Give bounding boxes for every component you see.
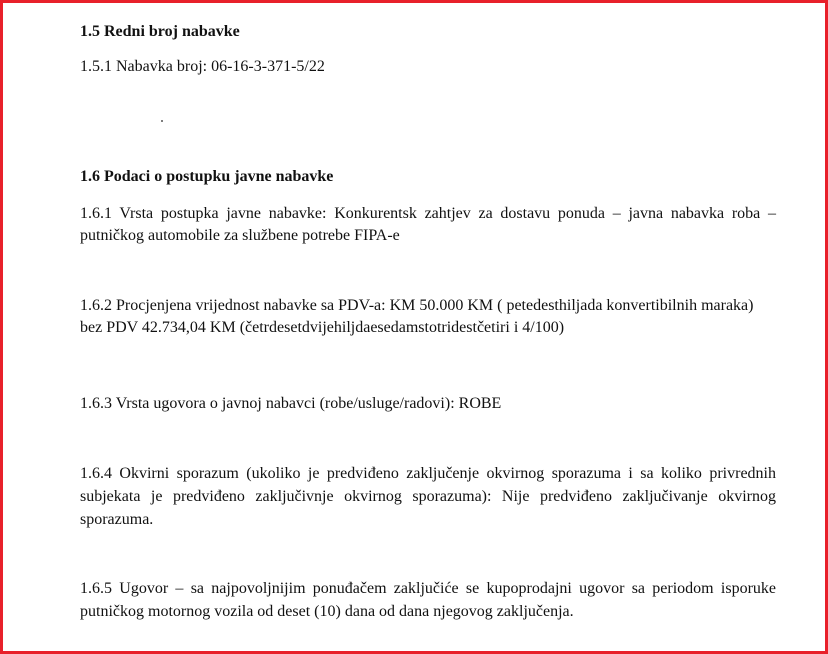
contract-line-1: 1.6.5 Ugovor – sa najpovoljnijim ponuđačem zaključiće se kupoprodajni ugovor sa periodom isporuke bbox=[80, 580, 776, 597]
procedure-type-line-2: putničkog automobile za službene potrebe FIPA-e bbox=[80, 227, 400, 244]
section-heading-1-5: 1.5 Redni broj nabavke bbox=[80, 23, 240, 40]
contract-line-2: putničkog motornog vozila od deset (10) dana od dana njegovog zaključenja. bbox=[80, 603, 574, 620]
procurement-number-line: 1.5.1 Nabavka broj: 06-16-3-371-5/22 bbox=[80, 58, 325, 75]
estimated-value-line-2: bez PDV 42.734,04 KM (četrdesetdvijehiljdaesedamstotridestčetiri i 4/100) bbox=[80, 319, 565, 336]
section-heading-1-6: 1.6 Podaci o postupku javne nabavke bbox=[80, 168, 334, 185]
procedure-type-line-1: 1.6.1 Vrsta postupka javne nabavke: Konkurentsk zahtjev za dostavu ponuda – javna nabavka roba – bbox=[80, 205, 776, 222]
framework-agreement-line-3: sporazuma. bbox=[80, 511, 154, 528]
framework-agreement-line-1: 1.6.4 Okvirni sporazum (ukoliko je predviđeno zaključenje okvirnog sporazuma i sa koliko privrednih bbox=[80, 465, 776, 482]
framework-agreement-line-2: subjekata je predviđeno zaključivnje okvirnog sporazuma): Nije predviđeno zaključivanje okvirnog bbox=[80, 488, 776, 505]
contract-type-line: 1.6.3 Vrsta ugovora o javnoj nabavci (robe/usluge/radovi): ROBE bbox=[80, 395, 502, 412]
scan-speck bbox=[161, 120, 163, 122]
estimated-value-line-1: 1.6.2 Procjenjena vrijednost nabavke sa PDV-a: KM 50.000 KM ( petedesthiljada konvertibilnih maraka) bbox=[80, 297, 754, 314]
